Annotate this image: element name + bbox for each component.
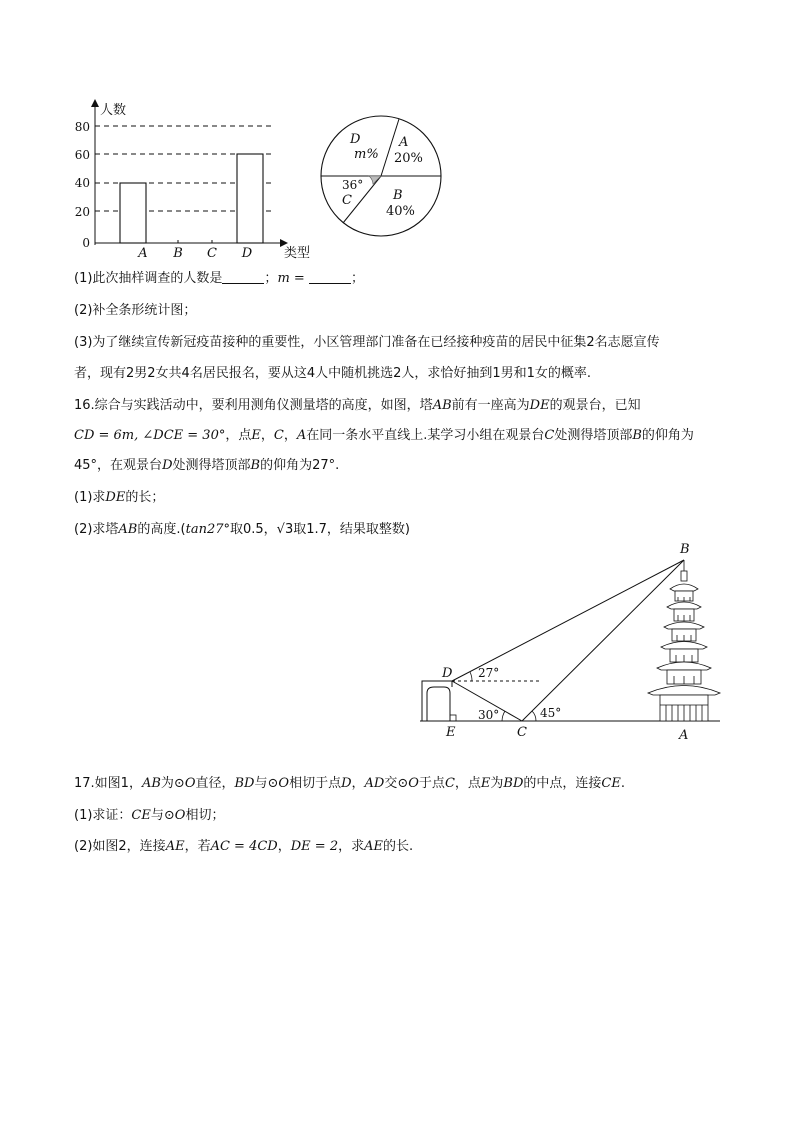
q16-l1-de: DE: [529, 398, 550, 413]
q16-l2-e: E: [251, 428, 261, 443]
q17-p1a: (1)求证：: [74, 808, 132, 823]
q17-p2d: ，求: [338, 839, 365, 854]
q17-p1-ce: CE: [131, 808, 151, 823]
q16-part2: [74, 520, 410, 540]
ytick-20: 20: [74, 205, 90, 219]
q16-p2b: 的高度.(: [137, 522, 186, 537]
q16-l2c: ，: [260, 428, 274, 443]
q17-l1-bd2: BD: [503, 776, 524, 791]
q16-l2-c: C: [273, 428, 284, 443]
q17-p2-eq2: DE = 2: [290, 839, 339, 854]
q17-l1f: ，: [351, 776, 365, 791]
q17-l1-ad: AD: [364, 776, 385, 791]
q16-line2: [74, 426, 694, 446]
q16-l3-45: 45°: [74, 458, 98, 473]
q16-l3b: ，在观景台: [97, 458, 163, 473]
q17-p2b: ，若: [184, 839, 211, 854]
q15-p1-var: m: [277, 271, 290, 286]
q15-part3-line2: 者，现有2男2女共4名居民报名，要从这4人中随机挑选2人，求恰好抽到1男和1女的概率.: [74, 366, 592, 381]
ytick-0: 0: [82, 236, 90, 250]
q17-l1-o2: ⊙O: [267, 776, 290, 791]
q17-l1e: 相切于点: [289, 776, 342, 791]
q17-l1-d: D: [341, 776, 352, 791]
q16-p2a: (2)求塔: [74, 522, 119, 537]
q17-part2: [74, 837, 413, 857]
xcat-B: B: [173, 246, 183, 261]
q16-l2g: 处测得塔顶部: [554, 428, 633, 443]
arc-45: [532, 711, 536, 721]
ytick-60: 60: [74, 148, 90, 162]
ytick-40: 40: [74, 176, 90, 190]
q17-l1-c: C: [444, 776, 455, 791]
q17-l1-o1: ⊙O: [173, 776, 196, 791]
q16-l1a: 16.综合与实践活动中，要利用测角仪测量塔的高度，如图，塔: [74, 398, 433, 413]
q16-p2-ab: AB: [118, 522, 138, 537]
q17-p1c: 相切；: [185, 808, 225, 823]
q16-l2h: 的仰角为: [641, 428, 694, 443]
pie-label-B-pct: 40%: [386, 204, 415, 219]
q16-l1b: 前有一座高为: [451, 398, 530, 413]
q15-p1-suffix: ；: [350, 271, 364, 286]
q16-p2-sqrt: √3: [276, 522, 294, 537]
q17-l1-e: E: [480, 776, 491, 791]
pie-label-B: B: [393, 188, 403, 203]
q16-l3e: 的仰角为: [260, 458, 313, 473]
q16-l3-b: B: [250, 458, 261, 473]
xcat-A: A: [138, 246, 148, 261]
q17-l1k: 的中点，连接: [523, 776, 602, 791]
q17-l1d: 与: [254, 776, 268, 791]
q17-l1h: 于点: [418, 776, 445, 791]
q17-p2-ae2: AE: [364, 839, 383, 854]
pagoda-drawing: [648, 560, 720, 721]
xcat-C: C: [207, 246, 217, 261]
q17-p1-o: ⊙O: [163, 808, 186, 823]
pie-label-A: A: [399, 135, 409, 150]
y-axis-arrow: [91, 99, 99, 107]
q17-l1-ab: AB: [141, 776, 161, 791]
q17-l1i: ，点: [454, 776, 481, 791]
q17-p2c: ，: [277, 839, 291, 854]
q17-p2-ae: AE: [165, 839, 185, 854]
line-DB: [452, 560, 684, 681]
q17-l1c: 直径，: [195, 776, 235, 791]
q17-p2-eq1: AC = 4CD: [210, 839, 278, 854]
x-axis-label: 类型: [284, 246, 311, 261]
q16-l2-a: A: [296, 428, 307, 443]
q17-p2e: 的长.: [383, 839, 414, 854]
q15-p1-eq: =: [289, 271, 309, 286]
q16-p2c: 取0.5，: [229, 522, 277, 537]
bar-A: [120, 183, 146, 243]
pie-label-C: C: [342, 193, 352, 208]
q15-p1-mid: ；: [264, 271, 278, 286]
q17-line1: [74, 774, 625, 794]
q16-l3-d: D: [162, 458, 173, 473]
y-axis-label: 人数: [100, 103, 127, 118]
pie-label-A-pct: 20%: [394, 151, 423, 166]
q16-l1-ab: AB: [432, 398, 452, 413]
q16-p1a: (1)求: [74, 490, 106, 505]
q17-l1-ce: CE: [601, 776, 621, 791]
q16-l2d: ，: [283, 428, 297, 443]
ytick-80: 80: [74, 120, 90, 134]
q17-p2a: (2)如图2，连接: [74, 839, 166, 854]
right-angle-mark: [450, 715, 456, 721]
q17-p1b: 与: [150, 808, 164, 823]
q16-l2b: ，点: [225, 428, 252, 443]
q15-part1: [74, 269, 364, 289]
q16-l3-end: .: [335, 458, 340, 473]
label-D: D: [442, 666, 453, 681]
bar-D: [237, 154, 263, 243]
q16-p1-de: DE: [105, 490, 126, 505]
label-A: A: [679, 728, 689, 743]
q17-l1-o3: ⊙O: [397, 776, 419, 791]
label-angle-30: 30°: [478, 708, 500, 722]
bar-chart: [60, 95, 320, 265]
q17-part1: [74, 806, 224, 826]
pie-chart: [318, 110, 448, 240]
observation-platform: [422, 681, 452, 721]
q16-part1: [74, 488, 164, 508]
q16-l2-b2: B: [632, 428, 642, 443]
q17-l1l: .: [620, 776, 625, 791]
xcat-D: D: [241, 246, 253, 261]
q16-line3: [74, 456, 339, 476]
q16-p2d: 取1.7，结果取整数): [293, 522, 410, 537]
q17-l1a: 17.如图1，: [74, 776, 142, 791]
answer-blank-count[interactable]: [222, 269, 264, 284]
label-angle-45: 45°: [540, 706, 562, 720]
label-E: E: [446, 725, 456, 740]
q17-l1j: 为: [490, 776, 504, 791]
pie-label-D-pct: m%: [354, 147, 379, 162]
q16-l2-eq: CD = 6m, ∠DCE = 30°: [74, 428, 226, 443]
arc-30: [502, 711, 505, 721]
tower-figure: [410, 535, 740, 745]
answer-blank-m[interactable]: [309, 269, 351, 284]
q17-l1-bd: BD: [234, 776, 255, 791]
label-angle-27: 27°: [478, 666, 500, 680]
q15-p1-prefix: (1)此次抽样调查的人数是: [74, 271, 223, 286]
pie-label-C-angle: 36°: [342, 178, 364, 192]
q16-l3-27: 27°: [312, 458, 336, 473]
q16-l2f: 在同一条水平直线上.某学习小组在观景台: [306, 428, 545, 443]
pie-label-D: D: [350, 132, 361, 147]
q16-l3c: 处测得塔顶部: [172, 458, 251, 473]
label-C: C: [517, 725, 527, 740]
q16-l1c: 的观景台，已知: [549, 398, 641, 413]
q16-p1b: 的长；: [125, 490, 165, 505]
q17-l1b: 为: [160, 776, 174, 791]
q16-line1: [74, 396, 641, 416]
q17-l1g: 交: [384, 776, 398, 791]
q15-part2: (2)补全条形统计图；: [74, 303, 197, 318]
q16-p2-tan: tan27°: [185, 522, 230, 537]
label-B: B: [680, 542, 690, 557]
q16-l2-c2: C: [544, 428, 555, 443]
q15-part3-line1: (3)为了继续宣传新冠疫苗接种的重要性，小区管理部门准备在已经接种疫苗的居民中征集2名志愿宣传: [74, 335, 660, 350]
arc-27: [470, 672, 472, 681]
